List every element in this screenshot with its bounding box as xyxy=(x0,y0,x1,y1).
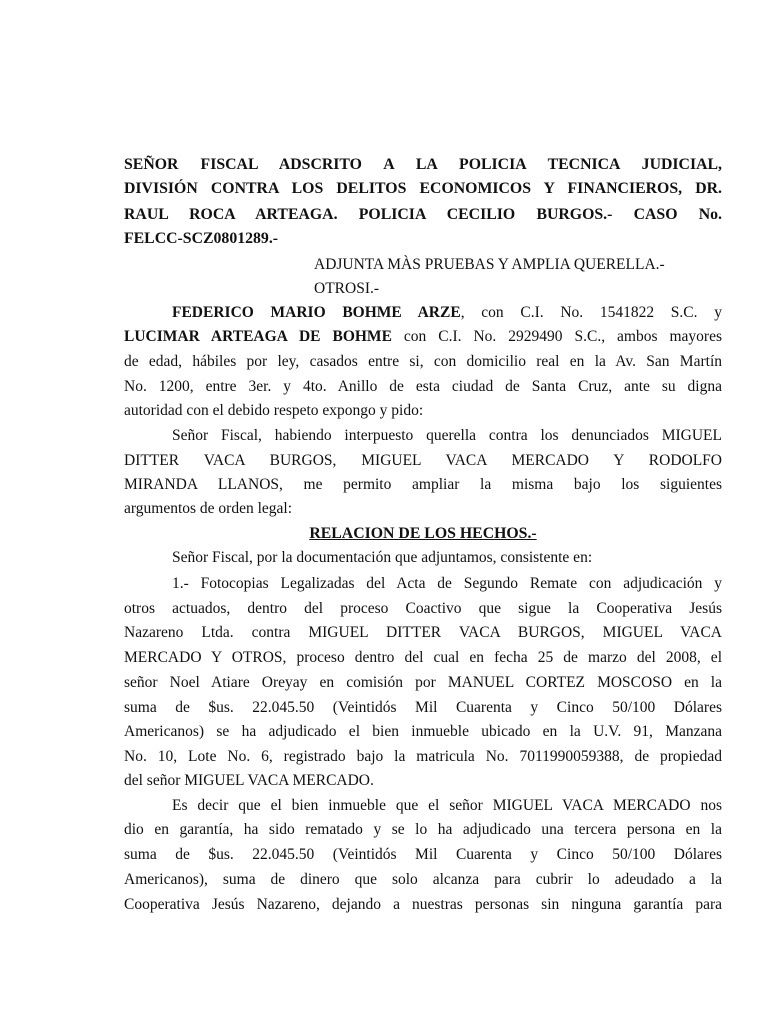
plaintiff-name: LUCIMAR ARTEAGA DE BOHME xyxy=(124,328,392,345)
section-title: RELACION DE LOS HECHOS.- xyxy=(309,525,537,542)
heading-line: SEÑOR FISCAL ADSCRITO A LA POLICIA TECNICA JUDICIAL, xyxy=(124,156,722,173)
paragraph-line: suma de $us. 22.045.50 (Veintidós Mil Cuarenta y Cinco 50/100 Dólares xyxy=(124,699,722,716)
paragraph-line: No. 10, Lote No. 6, registrado bajo la matricula No. 7011990059388, de propiedad xyxy=(124,748,722,765)
heading-line: RAUL ROCA ARTEAGA. POLICIA CECILIO BURGOS.- CASO No. xyxy=(124,206,722,223)
paragraph-line: LUCIMAR ARTEAGA DE BOHME con C.I. No. 2929490 S.C., ambos mayores xyxy=(124,328,722,345)
paragraph-line: 1.- Fotocopias Legalizadas del Acta de Segundo Remate con adjudicación y xyxy=(172,575,722,592)
paragraph-line: MIRANDA LLANOS, me permito ampliar la misma bajo los siguientes xyxy=(124,476,722,493)
subject-line: ADJUNTA MÀS PRUEBAS Y AMPLIA QUERELLA.- xyxy=(314,256,665,273)
paragraph-line: Americanos), suma de dinero que solo alcanza para cubrir lo adeudado a la xyxy=(124,871,722,888)
paragraph-line: otros actuados, dentro del proceso Coactivo que sigue la Cooperativa Jesús xyxy=(124,600,722,617)
paragraph-line: MERCADO Y OTROS, proceso dentro del cual en fecha 25 de marzo del 2008, el xyxy=(124,649,722,666)
subject-line: OTROSI.- xyxy=(314,280,380,297)
paragraph-line: No. 1200, entre 3er. y 4to. Anillo de esta ciudad de Santa Cruz, ante su digna xyxy=(124,378,722,395)
paragraph-line: FEDERICO MARIO BOHME ARZE, con C.I. No. 1541822 S.C. y xyxy=(172,304,722,321)
paragraph-line: Americanos) se ha adjudicado el bien inmueble ubicado en la U.V. 91, Manzana xyxy=(124,723,722,740)
paragraph-line: Es decir que el bien inmueble que el señor MIGUEL VACA MERCADO nos xyxy=(172,797,722,814)
paragraph-line: de edad, hábiles por ley, casados entre si, con domicilio real en la Av. San Martín xyxy=(124,353,722,370)
paragraph-line: Nazareno Ltda. contra MIGUEL DITTER VACA BURGOS, MIGUEL VACA xyxy=(124,624,722,641)
paragraph-line: dio en garantía, ha sido rematado y se lo ha adjudicado una tercera persona en la xyxy=(124,821,722,838)
paragraph-line: del señor MIGUEL VACA MERCADO. xyxy=(124,772,374,789)
paragraph-line: Cooperativa Jesús Nazareno, dejando a nuestras personas sin ninguna garantía para xyxy=(124,896,722,913)
paragraph-line: argumentos de orden legal: xyxy=(124,500,293,517)
paragraph-line: suma de $us. 22.045.50 (Veintidós Mil Cuarenta y Cinco 50/100 Dólares xyxy=(124,846,722,863)
heading-line: FELCC-SCZ0801289.- xyxy=(124,230,279,247)
plaintiff-name: FEDERICO MARIO BOHME ARZE xyxy=(172,304,461,321)
paragraph-line: Señor Fiscal, por la documentación que adjuntamos, consistente en: xyxy=(172,549,593,566)
paragraph-line: Señor Fiscal, habiendo interpuesto querella contra los denunciados MIGUEL xyxy=(172,427,722,444)
paragraph-line: autoridad con el debido respeto expongo y pido: xyxy=(124,402,424,419)
heading-line: DIVISIÓN CONTRA LOS DELITOS ECONOMICOS Y FINANCIEROS, DR. xyxy=(124,180,722,197)
paragraph-line: DITTER VACA BURGOS, MIGUEL VACA MERCADO Y RODOLFO xyxy=(124,452,722,469)
paragraph-line: señor Noel Atiare Oreyay en comisión por MANUEL CORTEZ MOSCOSO en la xyxy=(124,674,722,691)
